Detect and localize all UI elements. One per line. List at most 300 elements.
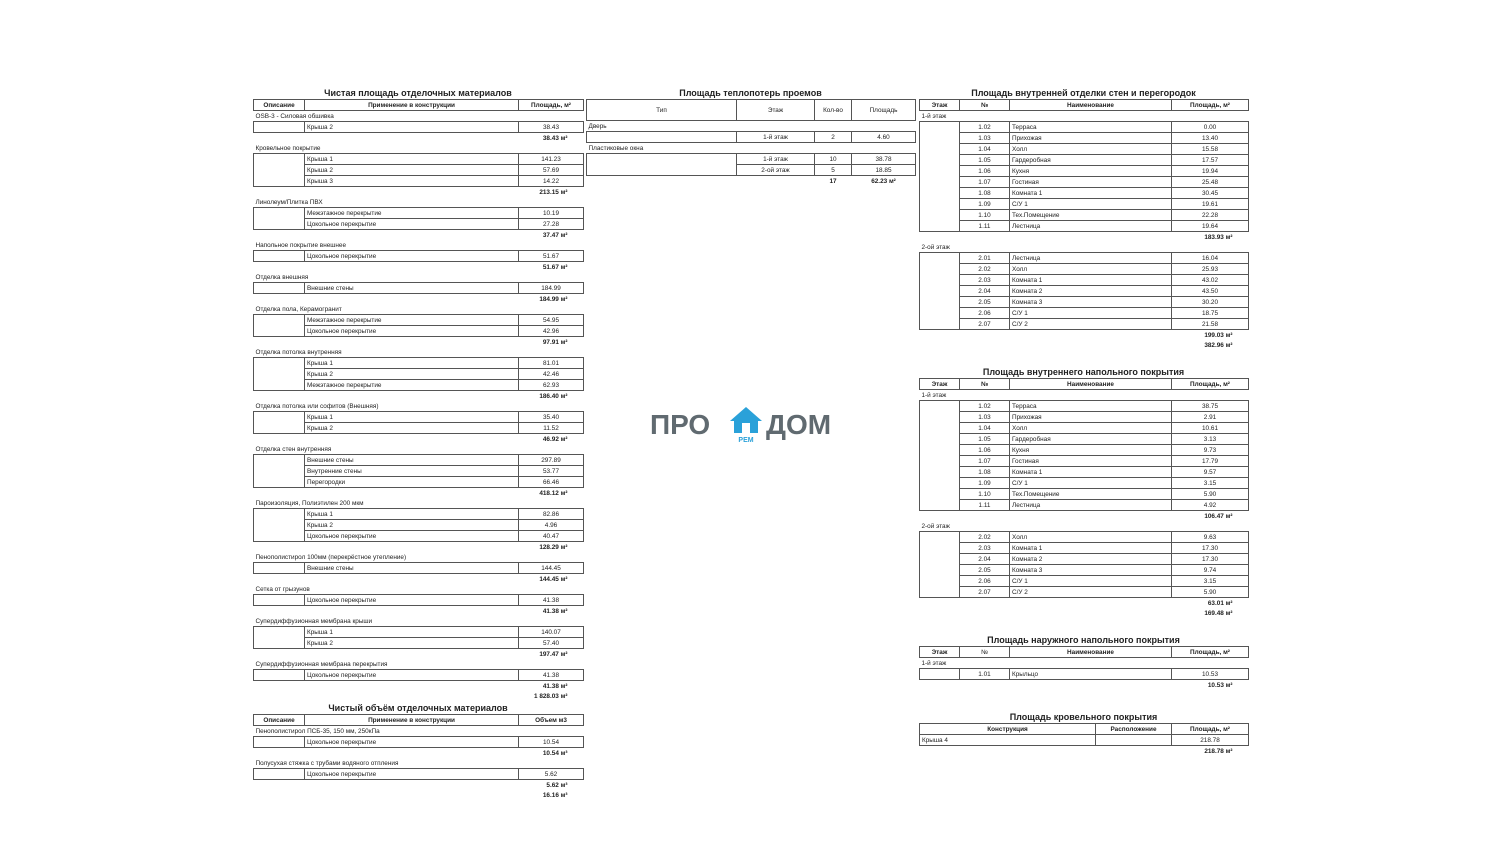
count-cell: 5 bbox=[815, 165, 852, 176]
group-header-row bbox=[254, 584, 584, 595]
group-total: 197.47 м² bbox=[539, 650, 568, 658]
group-spacer-cell bbox=[254, 737, 305, 748]
group-header-row bbox=[254, 444, 584, 455]
group-header-row bbox=[254, 659, 584, 670]
room-area-cell: 43.02 bbox=[1172, 275, 1249, 286]
room-name-cell: Лестница bbox=[1010, 500, 1172, 511]
group-spacer-cell bbox=[254, 358, 305, 391]
blank-cell bbox=[920, 340, 1172, 350]
group-total: 418.12 м² bbox=[539, 489, 568, 497]
heat-loss-header-count: Кол-во bbox=[815, 100, 852, 121]
room-area-cell: 18.75 bbox=[1172, 308, 1249, 319]
floor-name: 1-й этаж bbox=[921, 659, 947, 667]
room-name-cell: С/У 1 bbox=[1010, 199, 1172, 210]
table-row bbox=[920, 264, 1249, 275]
count-cell: 2 bbox=[815, 132, 852, 143]
group-spacer-cell bbox=[254, 251, 305, 262]
net-volume-table bbox=[253, 714, 584, 800]
room-number-cell: 2.07 bbox=[960, 319, 1010, 330]
construction-cell: Цокольное перекрытие bbox=[305, 769, 519, 780]
table-row bbox=[254, 358, 584, 369]
room-number-cell: 2.03 bbox=[960, 275, 1010, 286]
construction-cell: Межэтажное перекрытие bbox=[305, 380, 519, 391]
room-area-cell: 19.61 bbox=[1172, 199, 1249, 210]
group-total: 186.40 м² bbox=[539, 392, 568, 400]
group-total-row bbox=[254, 294, 584, 305]
group-total: 5.62 м³ bbox=[546, 781, 568, 789]
blank-cell bbox=[254, 262, 519, 273]
heat-loss-header-floor: Этаж bbox=[737, 100, 815, 121]
value-cell: 35.40 bbox=[519, 412, 584, 423]
room-name-cell: Прихожая bbox=[1010, 412, 1172, 423]
room-area-cell: 30.20 bbox=[1172, 297, 1249, 308]
value-cell: 14.22 bbox=[519, 176, 584, 187]
floor-total: 183.93 м² bbox=[1204, 233, 1233, 241]
group-name: Полусухая стяжка с трубами водяного отпления bbox=[255, 759, 399, 767]
group-name: Пластиковые окна bbox=[588, 144, 644, 152]
area-cell: 4.60 bbox=[852, 132, 916, 143]
group-spacer-cell bbox=[254, 122, 305, 133]
group-header-row bbox=[254, 401, 584, 412]
value-cell: 62.93 bbox=[519, 380, 584, 391]
floor-name: 1-й этаж bbox=[921, 391, 947, 399]
group-name: Пароизоляция, Полиэтилен 200 мкм bbox=[255, 499, 364, 507]
room-number-cell: 1.06 bbox=[960, 166, 1010, 177]
group-total-row bbox=[254, 574, 584, 585]
table-row bbox=[920, 669, 1249, 680]
value-cell: 54.95 bbox=[519, 315, 584, 326]
room-name-cell: С/У 1 bbox=[1010, 576, 1172, 587]
room-number-cell: 2.02 bbox=[960, 264, 1010, 275]
room-name-cell: Комната 2 bbox=[1010, 554, 1172, 565]
net-area-header-desc: Описание bbox=[254, 100, 305, 111]
value-cell: 53.77 bbox=[519, 466, 584, 477]
room-area-cell: 17.30 bbox=[1172, 554, 1249, 565]
blank-cell bbox=[254, 434, 519, 445]
value-cell: 10.19 bbox=[519, 208, 584, 219]
construction-cell: Внешние стены bbox=[305, 563, 519, 574]
construction-cell: Цокольное перекрытие bbox=[305, 595, 519, 606]
wall-finish-header-area: Площадь, м² bbox=[1172, 100, 1249, 111]
group-spacer-cell bbox=[254, 509, 305, 542]
floor-inner-title: Площадь внутреннего напольного покрытия bbox=[982, 367, 1185, 377]
table-row bbox=[920, 210, 1249, 221]
room-area-cell: 17.30 bbox=[1172, 543, 1249, 554]
floor-spacer-cell bbox=[920, 401, 960, 511]
group-total: 38.43 м² bbox=[542, 134, 568, 142]
room-number-cell: 1.06 bbox=[960, 445, 1010, 456]
grand-total-row bbox=[920, 608, 1249, 618]
roof-header-construction: Конструкция bbox=[920, 724, 1096, 735]
room-name-cell: Комната 1 bbox=[1010, 188, 1172, 199]
value-cell: 81.01 bbox=[519, 358, 584, 369]
group-total-row bbox=[254, 649, 584, 660]
floor-total-row bbox=[920, 598, 1249, 609]
floor-cell: 1-й этаж bbox=[737, 132, 815, 143]
total-row bbox=[587, 176, 916, 187]
group-name: Сетка от грызунов bbox=[255, 585, 310, 593]
room-name-cell: Холл bbox=[1010, 532, 1172, 543]
table-row bbox=[920, 286, 1249, 297]
group-name: Кровельное покрытие bbox=[255, 144, 321, 152]
table-row bbox=[920, 543, 1249, 554]
room-area-cell: 21.58 bbox=[1172, 319, 1249, 330]
group-name: Отделка внешняя bbox=[255, 273, 309, 281]
room-area-cell: 15.58 bbox=[1172, 144, 1249, 155]
table-row bbox=[920, 221, 1249, 232]
net-volume-header-use: Применение в конструкции bbox=[305, 715, 519, 726]
value-cell: 42.46 bbox=[519, 369, 584, 380]
logo-right-text: ДОМ bbox=[766, 409, 832, 440]
room-number-cell: 1.01 bbox=[960, 669, 1010, 680]
construction-cell: Крыша 3 bbox=[305, 176, 519, 187]
floor-spacer-cell bbox=[920, 532, 960, 598]
group-spacer-cell bbox=[254, 769, 305, 780]
floor-spacer-cell bbox=[920, 122, 960, 232]
house-door-icon bbox=[742, 423, 750, 433]
blank-cell bbox=[254, 230, 519, 241]
construction-cell: Крыша 2 bbox=[305, 165, 519, 176]
room-area-cell: 17.57 bbox=[1172, 155, 1249, 166]
heat-loss-header-area: Площадь bbox=[852, 100, 916, 121]
group-spacer-cell bbox=[254, 627, 305, 649]
room-area-cell: 38.75 bbox=[1172, 401, 1249, 412]
value-cell: 41.38 bbox=[519, 670, 584, 681]
room-area-cell: 9.74 bbox=[1172, 565, 1249, 576]
grand-total: 169.48 м² bbox=[1204, 609, 1233, 617]
room-number-cell: 1.04 bbox=[960, 423, 1010, 434]
table-row bbox=[254, 509, 584, 520]
room-number-cell: 2.06 bbox=[960, 576, 1010, 587]
room-name-cell: Крыльцо bbox=[1010, 669, 1172, 680]
net-volume-header-desc: Описание bbox=[254, 715, 305, 726]
group-header-row bbox=[254, 304, 584, 315]
floor-name: 2-ой этаж bbox=[921, 243, 950, 251]
group-total: 213.15 м² bbox=[539, 188, 568, 196]
table-row bbox=[254, 251, 584, 262]
group-spacer-cell bbox=[254, 595, 305, 606]
construction-cell: Крыша 2 bbox=[305, 520, 519, 531]
group-total-row bbox=[254, 434, 584, 445]
room-area-cell: 10.61 bbox=[1172, 423, 1249, 434]
table-row bbox=[254, 412, 584, 423]
room-number-cell: 1.02 bbox=[960, 401, 1010, 412]
room-number-cell: 2.06 bbox=[960, 308, 1010, 319]
room-area-cell: 0.00 bbox=[1172, 122, 1249, 133]
table-row bbox=[254, 627, 584, 638]
net-area-title: Чистая площадь отделочных материалов bbox=[324, 88, 512, 98]
room-number-cell: 1.03 bbox=[960, 133, 1010, 144]
net-area-header-use: Применение в конструкции bbox=[305, 100, 519, 111]
construction-cell: Крыша 1 bbox=[305, 627, 519, 638]
group-header-row bbox=[254, 498, 584, 509]
room-name-cell: С/У 2 bbox=[1010, 319, 1172, 330]
floor-total-row bbox=[920, 330, 1249, 341]
construction-cell: Крыша 2 bbox=[305, 122, 519, 133]
table-row bbox=[920, 434, 1249, 445]
construction-cell: Внутренние стены bbox=[305, 466, 519, 477]
blank-cell bbox=[254, 294, 519, 305]
floor-cell: 2-ой этаж bbox=[737, 165, 815, 176]
room-name-cell: Лестница bbox=[1010, 253, 1172, 264]
grand-total-row bbox=[254, 790, 584, 800]
room-name-cell: С/У 2 bbox=[1010, 587, 1172, 598]
group-total-row bbox=[254, 542, 584, 553]
table-row bbox=[920, 319, 1249, 330]
group-header-row bbox=[254, 616, 584, 627]
total-area: 62.23 м² bbox=[871, 177, 896, 185]
logo-small-text: РЕМ bbox=[738, 437, 754, 443]
group-header-row bbox=[254, 197, 584, 208]
floor-total: 63.01 м² bbox=[1207, 599, 1233, 607]
value-cell: 141.23 bbox=[519, 154, 584, 165]
table-row bbox=[920, 735, 1249, 746]
room-name-cell: Гостиная bbox=[1010, 456, 1172, 467]
room-number-cell: 2.04 bbox=[960, 286, 1010, 297]
grand-total: 1 828.03 м² bbox=[533, 692, 568, 700]
group-spacer-cell bbox=[254, 283, 305, 294]
construction-cell: Крыша 4 bbox=[920, 735, 1096, 746]
room-name-cell: Комната 3 bbox=[1010, 565, 1172, 576]
floor-inner-header-floor: Этаж bbox=[920, 379, 960, 390]
heat-loss-title: Площадь теплопотерь проемов bbox=[679, 88, 822, 98]
roof-title: Площадь кровельного покрытия bbox=[1009, 712, 1158, 722]
group-name: Отделка пола, Керамогранит bbox=[255, 305, 342, 313]
grand-total: 16.16 м³ bbox=[542, 791, 568, 799]
blank-cell bbox=[254, 780, 519, 791]
room-number-cell: 1.02 bbox=[960, 122, 1010, 133]
value-cell: 5.62 bbox=[519, 769, 584, 780]
blank-cell bbox=[254, 542, 519, 553]
floor-header-row bbox=[920, 658, 1249, 669]
construction-cell: Внешние стены bbox=[305, 283, 519, 294]
blank-cell bbox=[920, 608, 1172, 618]
room-number-cell: 1.05 bbox=[960, 434, 1010, 445]
room-area-cell: 3.13 bbox=[1172, 434, 1249, 445]
group-total: 10.54 м³ bbox=[542, 749, 568, 757]
blank-cell bbox=[254, 391, 519, 402]
right-column bbox=[919, 88, 1248, 756]
floor-header-row bbox=[920, 242, 1249, 253]
group-header-row bbox=[254, 347, 584, 358]
table-row bbox=[920, 445, 1249, 456]
table-row bbox=[920, 532, 1249, 543]
roof-table bbox=[919, 723, 1249, 756]
blank-cell bbox=[254, 790, 519, 800]
room-name-cell: Терраса bbox=[1010, 122, 1172, 133]
blank-cell bbox=[920, 232, 1172, 243]
group-header-row bbox=[254, 240, 584, 251]
room-area-cell: 13.40 bbox=[1172, 133, 1249, 144]
group-header-row bbox=[254, 143, 584, 154]
table-row bbox=[254, 283, 584, 294]
room-name-cell: Тех.Помещение bbox=[1010, 210, 1172, 221]
table-row bbox=[920, 401, 1249, 412]
middle-column bbox=[586, 88, 915, 186]
logo-graphic bbox=[650, 403, 850, 443]
construction-cell: Крыша 1 bbox=[305, 358, 519, 369]
table-row bbox=[587, 154, 916, 165]
table-row bbox=[920, 456, 1249, 467]
table-row bbox=[254, 563, 584, 574]
blank-cell bbox=[254, 681, 519, 692]
construction-cell: Крыша 1 bbox=[305, 412, 519, 423]
room-name-cell: Холл bbox=[1010, 423, 1172, 434]
table-row bbox=[920, 587, 1249, 598]
group-name: Дверь bbox=[588, 122, 607, 130]
construction-cell: Цокольное перекрытие bbox=[305, 531, 519, 542]
group-total-row bbox=[254, 133, 584, 144]
room-area-cell: 9.63 bbox=[1172, 532, 1249, 543]
group-spacer-cell bbox=[254, 670, 305, 681]
group-header-row bbox=[587, 143, 916, 154]
group-total-row bbox=[254, 606, 584, 617]
blank-cell bbox=[920, 511, 1172, 522]
group-total-row bbox=[254, 681, 584, 692]
group-header-row bbox=[254, 552, 584, 563]
floor-total-row bbox=[920, 232, 1249, 243]
construction-cell: Межэтажное перекрытие bbox=[305, 208, 519, 219]
floor-total: 10.53 м² bbox=[1207, 681, 1233, 689]
room-number-cell: 2.05 bbox=[960, 565, 1010, 576]
group-total: 41.38 м² bbox=[542, 682, 568, 690]
construction-cell: Цокольное перекрытие bbox=[305, 670, 519, 681]
wall-finish-header-number: № bbox=[960, 100, 1010, 111]
table-row bbox=[254, 455, 584, 466]
value-cell: 144.45 bbox=[519, 563, 584, 574]
group-total-row bbox=[254, 187, 584, 198]
table-row bbox=[920, 412, 1249, 423]
floor-total-row bbox=[920, 511, 1249, 522]
value-cell: 4.96 bbox=[519, 520, 584, 531]
total-count: 17 bbox=[829, 177, 837, 185]
group-spacer-cell bbox=[587, 154, 737, 176]
table-row bbox=[254, 769, 584, 780]
floor-header-row bbox=[920, 111, 1249, 122]
group-total-row bbox=[254, 262, 584, 273]
table-row bbox=[254, 154, 584, 165]
group-total: 41.38 м² bbox=[542, 607, 568, 615]
room-name-cell: Прихожая bbox=[1010, 133, 1172, 144]
net-area-header-area: Площадь, м² bbox=[519, 100, 584, 111]
room-number-cell: 1.09 bbox=[960, 478, 1010, 489]
room-number-cell: 1.08 bbox=[960, 188, 1010, 199]
area-cell: 38.78 bbox=[852, 154, 916, 165]
room-number-cell: 1.03 bbox=[960, 412, 1010, 423]
floor-header-row bbox=[920, 521, 1249, 532]
room-area-cell: 43.50 bbox=[1172, 286, 1249, 297]
group-spacer-cell bbox=[254, 154, 305, 187]
prodom-logo bbox=[650, 403, 850, 443]
group-total-row bbox=[254, 488, 584, 499]
value-cell: 297.89 bbox=[519, 455, 584, 466]
heat-loss-header-type: Тип bbox=[587, 100, 737, 121]
blank-cell bbox=[920, 746, 1172, 757]
group-total-row bbox=[254, 748, 584, 759]
floor-outer-header-number: № bbox=[960, 647, 1010, 658]
value-cell: 57.69 bbox=[519, 165, 584, 176]
construction-cell: Цокольное перекрытие bbox=[305, 326, 519, 337]
floor-inner-header-number: № bbox=[960, 379, 1010, 390]
room-area-cell: 19.64 bbox=[1172, 221, 1249, 232]
group-name: Пенополистирол 100мм (перекрёстное утепление) bbox=[255, 553, 407, 561]
left-column bbox=[253, 88, 583, 800]
floor-outer-table bbox=[919, 646, 1249, 690]
table-row bbox=[920, 576, 1249, 587]
table-row bbox=[920, 122, 1249, 133]
construction-cell: Крыша 2 bbox=[305, 638, 519, 649]
wall-finish-table bbox=[919, 99, 1249, 350]
group-name: OSB-3 - Силовая обшивка bbox=[255, 112, 334, 120]
blank-cell bbox=[920, 680, 1172, 691]
construction-cell: Крыша 1 bbox=[305, 509, 519, 520]
grand-total: 382.96 м² bbox=[1204, 341, 1233, 349]
room-area-cell: 3.15 bbox=[1172, 478, 1249, 489]
blank-cell bbox=[254, 748, 519, 759]
value-cell: 38.43 bbox=[519, 122, 584, 133]
group-total-row bbox=[254, 780, 584, 791]
group-total: 144.45 м² bbox=[539, 575, 568, 583]
blank-cell bbox=[920, 598, 1172, 609]
room-number-cell: 1.05 bbox=[960, 155, 1010, 166]
room-area-cell: 5.90 bbox=[1172, 587, 1249, 598]
room-name-cell: С/У 1 bbox=[1010, 478, 1172, 489]
room-name-cell: Комната 1 bbox=[1010, 467, 1172, 478]
room-number-cell: 2.03 bbox=[960, 543, 1010, 554]
room-name-cell: Гостиная bbox=[1010, 177, 1172, 188]
grand-total-row bbox=[254, 691, 584, 701]
group-total: 46.92 м² bbox=[542, 435, 568, 443]
room-name-cell: Холл bbox=[1010, 144, 1172, 155]
area-cell: 218.78 bbox=[1172, 735, 1249, 746]
room-name-cell: Терраса bbox=[1010, 401, 1172, 412]
count-cell: 10 bbox=[815, 154, 852, 165]
table-row bbox=[920, 253, 1249, 264]
room-name-cell: Тех.Помещение bbox=[1010, 489, 1172, 500]
table-row bbox=[920, 166, 1249, 177]
table-row bbox=[920, 199, 1249, 210]
room-name-cell: Комната 3 bbox=[1010, 297, 1172, 308]
value-cell: 82.86 bbox=[519, 509, 584, 520]
group-total-row bbox=[254, 230, 584, 241]
group-name: Напольное покрытие внешнее bbox=[255, 241, 347, 249]
blank-cell bbox=[254, 606, 519, 617]
room-area-cell: 30.45 bbox=[1172, 188, 1249, 199]
floor-total: 106.47 м² bbox=[1204, 512, 1233, 520]
room-name-cell: Холл bbox=[1010, 264, 1172, 275]
room-number-cell: 1.10 bbox=[960, 489, 1010, 500]
room-area-cell: 4.92 bbox=[1172, 500, 1249, 511]
group-spacer-cell bbox=[254, 455, 305, 488]
grand-total-row bbox=[920, 340, 1249, 350]
floor-cell: 1-й этаж bbox=[737, 154, 815, 165]
area-cell: 18.85 bbox=[852, 165, 916, 176]
room-area-cell: 22.28 bbox=[1172, 210, 1249, 221]
blank-cell bbox=[254, 187, 519, 198]
table-row bbox=[254, 737, 584, 748]
room-name-cell: Гардеробная bbox=[1010, 434, 1172, 445]
room-area-cell: 2.91 bbox=[1172, 412, 1249, 423]
value-cell: 140.07 bbox=[519, 627, 584, 638]
value-cell: 11.52 bbox=[519, 423, 584, 434]
group-total-row bbox=[254, 391, 584, 402]
room-number-cell: 2.05 bbox=[960, 297, 1010, 308]
wall-finish-header-floor: Этаж bbox=[920, 100, 960, 111]
group-name: Отделка потолка внутренняя bbox=[255, 348, 342, 356]
floor-outer-header-name: Наименование bbox=[1010, 647, 1172, 658]
room-name-cell: Лестница bbox=[1010, 221, 1172, 232]
table-row bbox=[254, 595, 584, 606]
